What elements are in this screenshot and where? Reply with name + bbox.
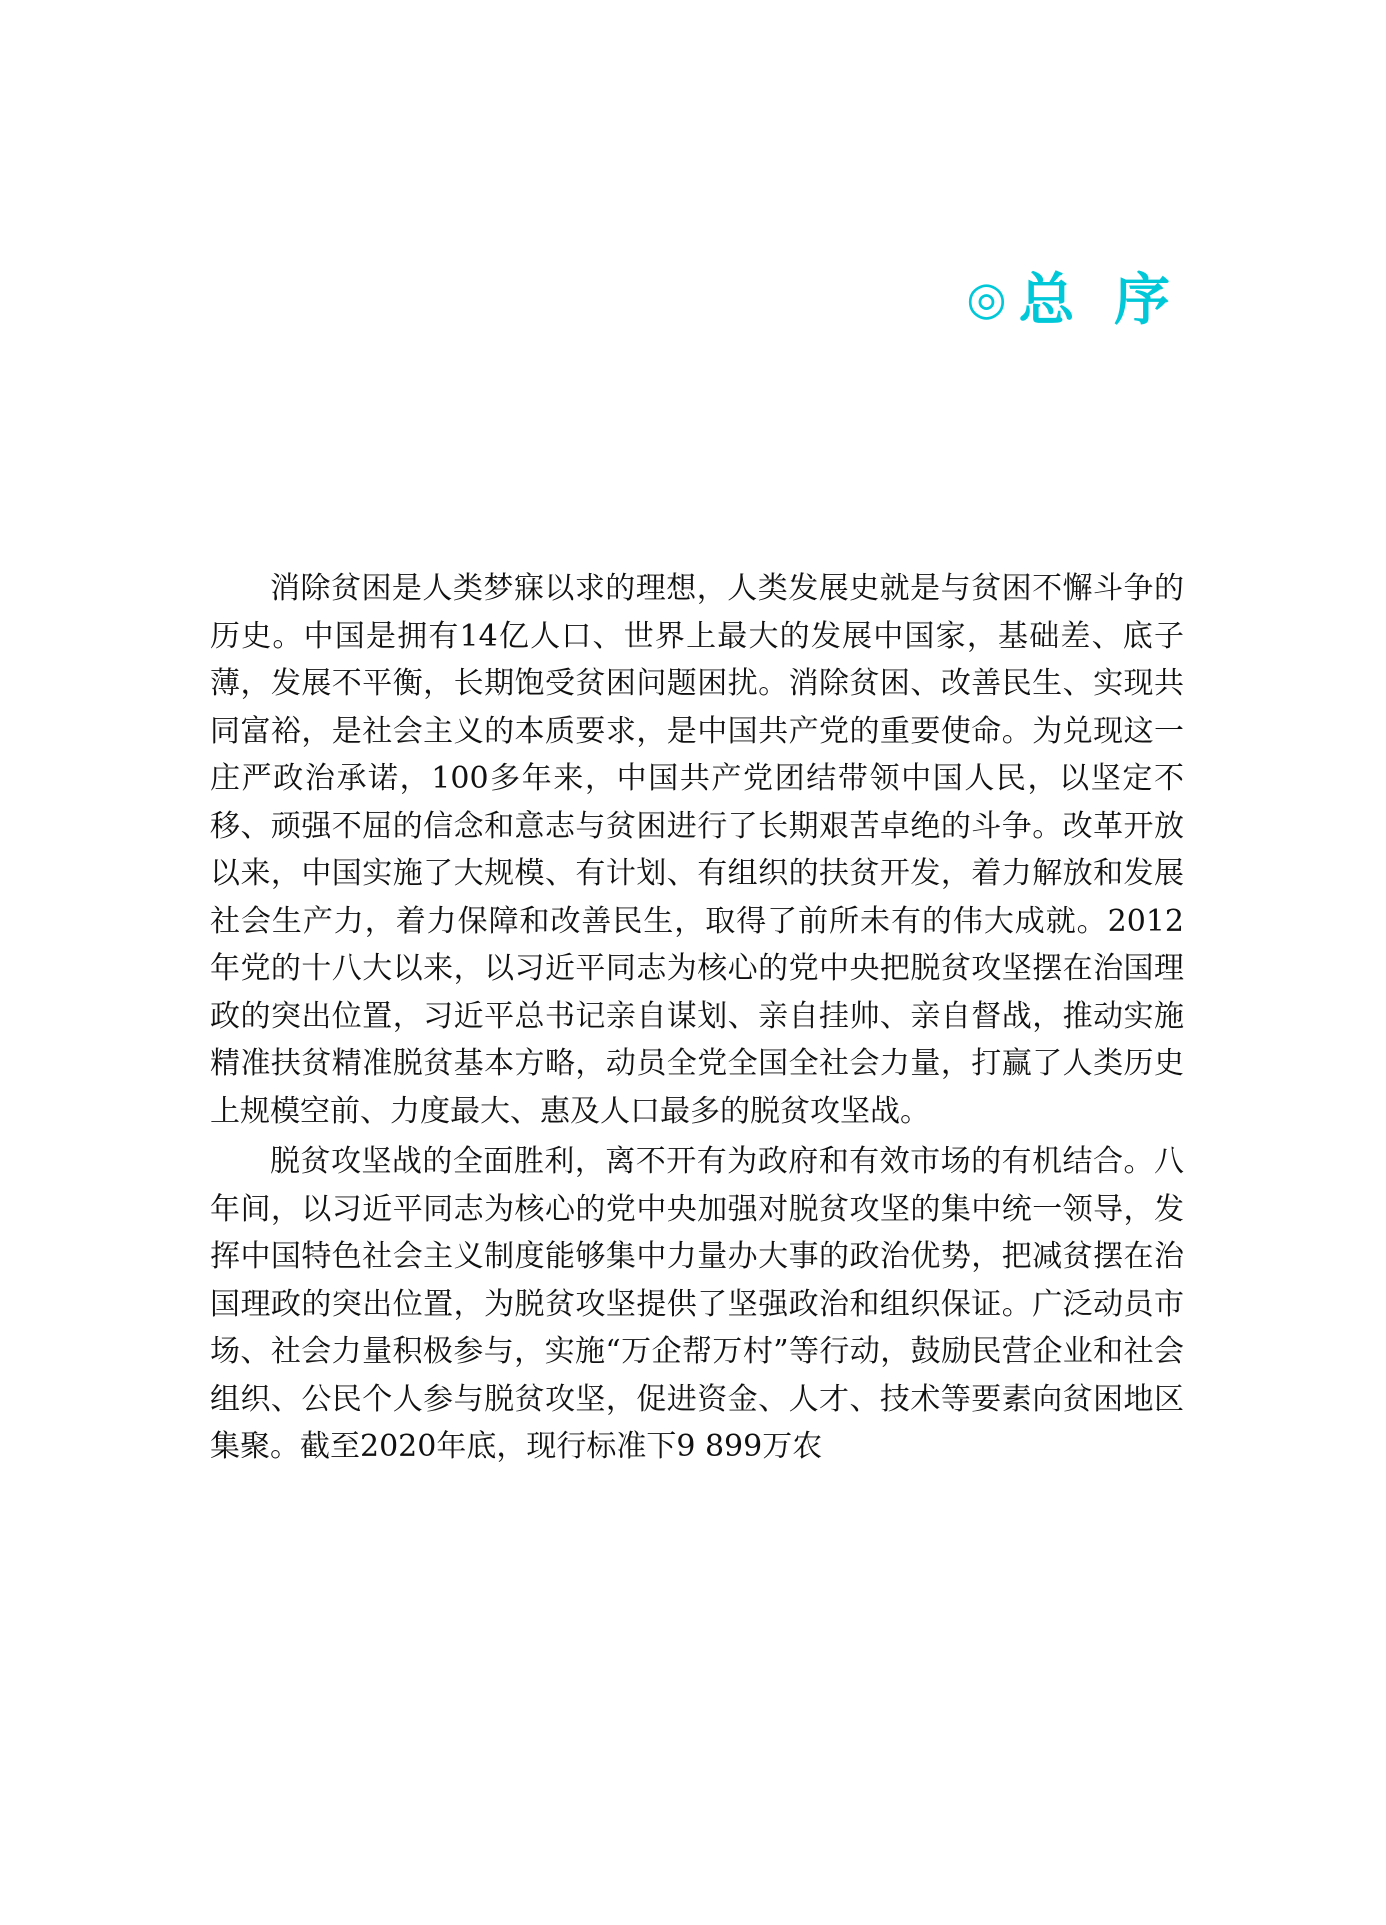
paragraph-1: 消除贫困是人类梦寐以求的理想，人类发展史就是与贫困不懈斗争的历史。中国是拥有14亿人口、世界上最大的发展中国家，基础差、底子薄，发展不平衡，长期饱受贫困问题困扰。消除贫困、改善民生、实现共同富裕，是社会主义的本质要求，是中国共产党的重要使命。为兑现这一庄严政治承诺，100多年来，中国共产党团结带领中国人民，以坚定不移、顽强不屈的信念和意志与贫困进行了长期艰苦卓绝的斗争。改革开放以来，中国实施了大规模、有计划、有组织的扶贫开发，着力解放和发展社会生产力，着力保障和改善民生，取得了前所未有的伟大成就。2012年党的十八大以来，以习近平同志为核心的党中央把脱贫攻坚摆在治国理政的突出位置，习近平总书记亲自谋划、亲自挂帅、亲自督战，推动实施精准扶贫精准脱贫基本方略，动员全党全国全社会力量，打赢了人类历史上规模空前、力度最大、惠及人口最多的脱贫攻坚战。: [210, 571, 1184, 1129]
page-title: 总 序: [1018, 267, 1180, 333]
double-circle-icon: ◎: [966, 271, 1007, 325]
body-text: [210, 565, 1184, 1471]
paragraph-2: 脱贫攻坚战的全面胜利，离不开有为政府和有效市场的有机结合。八年间，以习近平同志为核心的党中央加强对脱贫攻坚的集中统一领导，发挥中国特色社会主义制度能够集中力量办大事的政治优势，把减贫摆在治国理政的突出位置，为脱贫攻坚提供了坚强政治和组织保证。广泛动员市场、社会力量积极参与，实施“万企帮万村”等行动，鼓励民营企业和社会组织、公民个人参与脱贫攻坚，促进资金、人才、技术等要素向贫困地区集聚。截至2020年底，现行标准下9 899万农: [210, 1144, 1184, 1464]
section-heading: [966, 267, 1180, 333]
